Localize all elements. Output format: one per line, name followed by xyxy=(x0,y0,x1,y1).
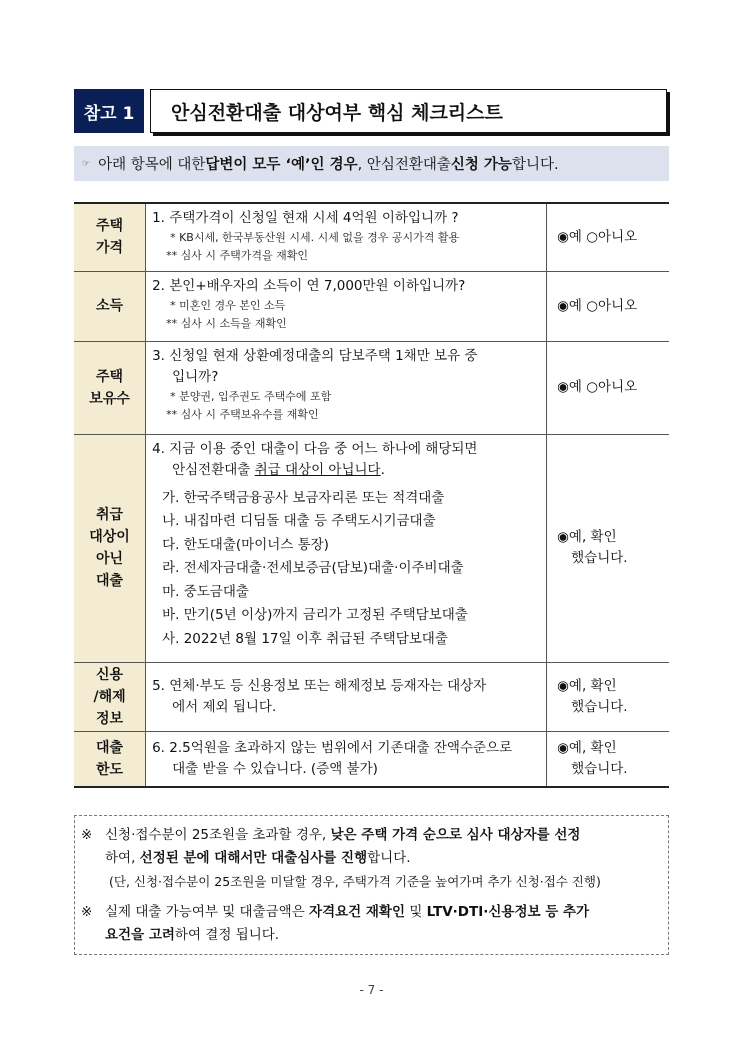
table-row xyxy=(74,662,669,731)
category-label: 정보 xyxy=(96,710,124,727)
footnote-text: 하여, xyxy=(105,850,140,866)
answer-options[interactable]: ◉예 ○아니오 xyxy=(557,228,638,245)
question-text: 대출 받을 수 있습니다. (증액 불가) xyxy=(172,760,378,777)
footnote-text: 신청·접수분이 25조원을 초과할 경우, xyxy=(105,827,331,843)
answer-option-cont: 했습니다. xyxy=(571,760,628,777)
page-title: 안심전환대출 대상여부 핵심 체크리스트 xyxy=(150,89,667,133)
footnote-text: 하여 결정 됩니다. xyxy=(174,927,280,943)
question-text-underlined: 취급 대상이 아닙니다 xyxy=(254,461,381,478)
question-cell xyxy=(146,434,547,662)
question-cell xyxy=(146,271,547,341)
question-text: 에서 제외 됩니다. xyxy=(172,698,277,715)
footnote-1-cont xyxy=(81,847,658,870)
question-text-part: . xyxy=(380,461,385,478)
question-cell xyxy=(146,203,547,271)
table-row xyxy=(74,271,669,341)
question-text xyxy=(152,460,540,481)
instruction-note xyxy=(74,146,669,181)
answer-cell[interactable] xyxy=(547,203,669,271)
question-text: 3. 신청일 현재 상환예정대출의 담보주택 1채만 보유 중 xyxy=(152,347,478,364)
answer-cell[interactable] xyxy=(547,731,669,787)
category-label: 주택 xyxy=(96,218,124,235)
question-text: 1. 주택가격이 신청일 현재 시세 4억원 이하입니까 ? xyxy=(152,210,459,226)
question-cell xyxy=(146,341,547,434)
question-note: * 미혼인 경우 본인 소득 xyxy=(170,298,286,312)
category-label: 아닌 xyxy=(96,551,124,567)
note-text-2: , 안심전환대출 xyxy=(357,157,451,173)
category-label: 대출 xyxy=(96,739,124,756)
table-row xyxy=(74,341,669,434)
category-label: 취급 xyxy=(96,507,124,523)
reference-mark-icon: ※ xyxy=(81,827,93,843)
answer-cell[interactable] xyxy=(547,662,669,731)
answer-option-cont: 했습니다. xyxy=(571,698,628,715)
table-row xyxy=(74,434,669,662)
list-item: 나. 내집마련 디딤돌 대출 등 주택도시기금대출 xyxy=(162,513,436,529)
category-label: 주택 xyxy=(96,368,124,385)
answer-options[interactable]: ◉예 ○아니오 xyxy=(557,379,638,395)
category-label: 대출 xyxy=(96,573,124,589)
list-item: 라. 전세자금대출·전세보증금(담보)대출·이주비대출 xyxy=(162,560,464,576)
footnote-2 xyxy=(81,901,658,924)
list-item: 가. 한국주택금융공사 보금자리론 또는 적격대출 xyxy=(162,489,445,506)
category-label: 한도 xyxy=(96,761,124,778)
question-text: 6. 2.5억원을 초과하지 않는 범위에서 기존대출 잔액수준으로 xyxy=(152,739,513,756)
answer-option-cont: 했습니다. xyxy=(571,550,628,566)
footnote-bold: 자격요건 재확인 xyxy=(309,904,406,920)
category-label: 신용 xyxy=(96,666,124,683)
category-label: 대상이 xyxy=(89,529,130,545)
question-cell xyxy=(146,731,547,787)
note-bold-1: 답변이 모두 ‘예’인 경우 xyxy=(205,157,358,173)
question-note: ** 심사 시 주택가격을 재확인 xyxy=(166,249,308,262)
note-text-1: 아래 항목에 대한 xyxy=(98,157,206,173)
footnote-text: 합니다. xyxy=(367,850,411,866)
question-text-part: 안심전환대출 xyxy=(172,461,255,478)
question-cell xyxy=(146,662,547,731)
table-row xyxy=(74,203,669,271)
footnote-bold: LTV·DTI·신용정보 등 추가 xyxy=(426,904,590,920)
question-text: 2. 본인+배우자의 소득이 연 7,000만원 이하입니까? xyxy=(152,277,466,294)
category-cell xyxy=(74,662,146,731)
category-cell xyxy=(74,434,146,662)
footnote-bold: 낮은 주택 가격 순으로 심사 대상자를 선정 xyxy=(330,827,581,843)
section-tag: 참고 1 xyxy=(74,89,144,133)
list-item: 바. 만기(5년 이상)까지 금리가 고정된 주택담보대출 xyxy=(162,607,468,623)
question-text: 4. 지금 이용 중인 대출이 다음 중 어느 하나에 해당되면 xyxy=(152,440,478,457)
footnote-2-cont xyxy=(81,924,658,947)
answer-cell[interactable] xyxy=(547,434,669,662)
category-label: 보유수 xyxy=(89,390,130,407)
answer-cell[interactable] xyxy=(547,271,669,341)
category-label: 가격 xyxy=(96,240,124,257)
question-note: ** 심사 시 소득을 재확인 xyxy=(166,316,287,330)
answer-options[interactable]: ◉예 ○아니오 xyxy=(557,297,638,314)
question-note: * KB시세, 한국부동산원 시세. 시세 없을 경우 공시가격 활용 xyxy=(170,231,460,244)
checklist-table xyxy=(74,202,669,788)
answer-option[interactable]: ◉예, 확인 xyxy=(557,739,617,756)
reference-mark-icon: ※ xyxy=(81,904,93,920)
question-text: 5. 연체·부도 등 신용정보 또는 해제정보 등재자는 대상자 xyxy=(152,677,487,694)
footnote-box xyxy=(74,815,669,955)
category-cell xyxy=(74,203,146,271)
note-bold-2: 신청 가능 xyxy=(450,157,512,173)
answer-cell[interactable] xyxy=(547,341,669,434)
footnote-paren: (단, 신청·접수분이 25조원을 미달할 경우, 주택가격 기준을 높여가며 추가 신청·접수 진행) xyxy=(109,874,601,889)
footnote-text: 실제 대출 가능여부 및 대출금액은 xyxy=(105,904,310,920)
page-number: - 7 - xyxy=(359,983,384,997)
question-text: 입니까? xyxy=(172,368,219,385)
category-label: /해제 xyxy=(93,688,126,705)
question-note: * 분양권, 입주권도 주택수에 포함 xyxy=(170,389,332,403)
list-item: 다. 한도대출(마이너스 통장) xyxy=(162,536,329,553)
answer-option[interactable]: ◉예, 확인 xyxy=(557,677,617,694)
footnote-1 xyxy=(81,824,658,847)
excluded-loan-list xyxy=(152,487,540,652)
list-item: 사. 2022년 8월 17일 이후 취급된 주택담보대출 xyxy=(162,630,448,647)
footnote-text: 및 xyxy=(405,904,427,920)
list-item: 마. 중도금대출 xyxy=(162,583,249,600)
question-note: ** 심사 시 주택보유수를 재확인 xyxy=(166,407,319,421)
section-header xyxy=(74,89,667,133)
category-label: 소득 xyxy=(96,298,124,314)
category-cell xyxy=(74,731,146,787)
footnote-bold: 요건을 고려 xyxy=(105,927,175,943)
category-cell xyxy=(74,341,146,434)
answer-option[interactable]: ◉예, 확인 xyxy=(557,529,617,545)
table-row xyxy=(74,731,669,787)
footnote-bold: 선정된 분에 대해서만 대출심사를 진행 xyxy=(139,850,368,866)
category-cell xyxy=(74,271,146,341)
note-text-3: 합니다. xyxy=(511,157,559,173)
pointing-hand-icon: ☞ xyxy=(82,158,91,169)
